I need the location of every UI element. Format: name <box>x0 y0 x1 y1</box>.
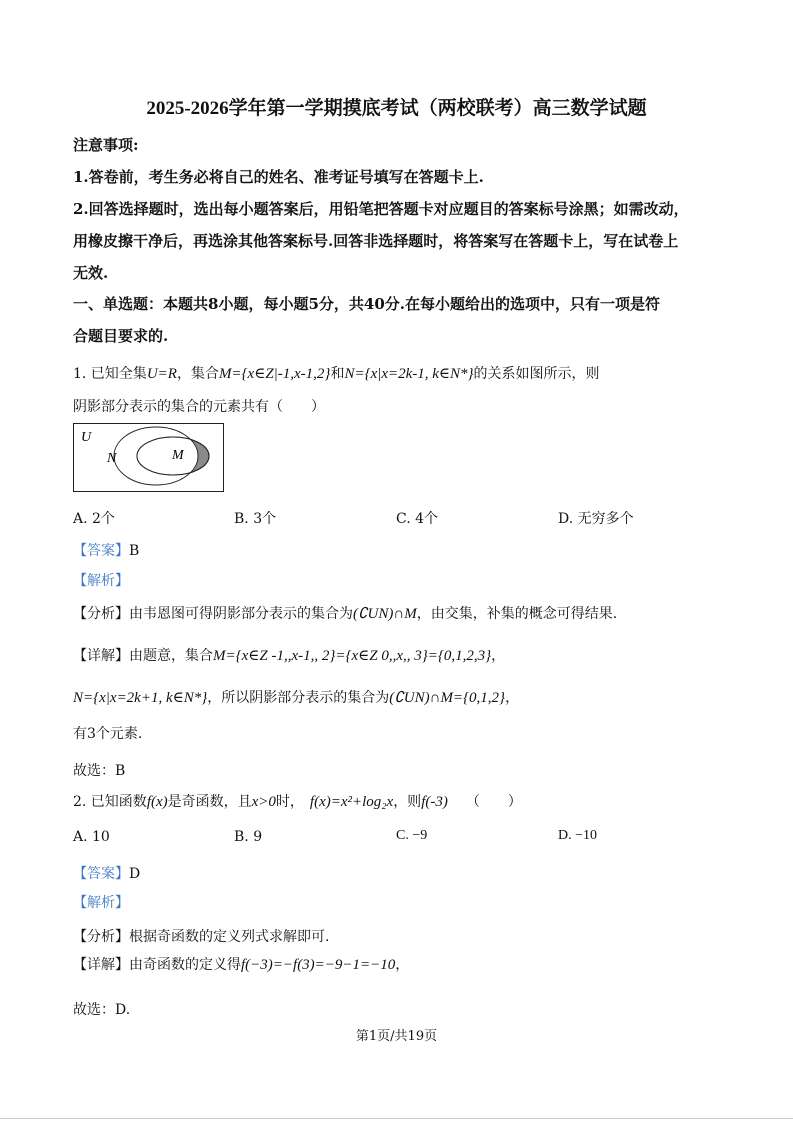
section-heading-line-2: 合题目要求的. <box>73 327 169 345</box>
q2-condition: x>0 <box>251 794 276 810</box>
notice-item-2-line-1: 2.回答选择题时，选出每小题答案后，用铅笔把答题卡对应题目的答案标号涂黑；如需改动， <box>73 200 689 218</box>
q1-comma: ，集合 <box>176 366 219 382</box>
q1-option-c: C. 4个 <box>396 511 439 527</box>
q1-answer-value: B <box>129 543 140 559</box>
section-heading-line-1: 一、单选题：本题共8小题，每小题5分，共40分.在每小题给出的选项中，只有一项是符 <box>73 295 660 313</box>
q1-option-b: B. 3个 <box>234 511 277 527</box>
q1-xiangjie-line-1 <box>73 646 505 666</box>
q1-fenxi-text-2: ，由交集，补集的概念可得结果. <box>416 606 618 622</box>
q2-analysis-tag: 【解析】 <box>73 895 129 911</box>
q2-choice: 故选：D. <box>73 1002 131 1018</box>
venn-label-m: M <box>172 448 184 463</box>
q1-fenxi-text-1: 由韦恩图可得阴影部分表示的集合为 <box>129 606 353 622</box>
q1-answer-tag: 【答案】 <box>73 543 129 559</box>
q1-xiangjie-comma: ， <box>491 648 506 664</box>
q2-option-d: D. −10 <box>558 828 598 843</box>
venn-label-n: N <box>107 451 117 466</box>
q1-fenxi-expr: (∁UN)∩M <box>353 606 417 622</box>
venn-label-u: U <box>81 430 92 445</box>
q2-mid-3: ，则 <box>393 794 422 810</box>
q2-option-c: C. −9 <box>396 828 428 843</box>
q1-xiangjie-expr-3: (∁UN)∩M={0,1,2} <box>389 690 506 706</box>
q2-fenxi <box>73 927 329 947</box>
q2-answer-value: D <box>129 866 141 882</box>
q2-stem <box>73 792 522 812</box>
q2-target: f(-3) <box>421 794 448 810</box>
q2-fx: f(x) <box>146 794 168 810</box>
venn-diagram <box>73 423 225 493</box>
bottom-divider <box>0 1118 793 1119</box>
notice-item-2-line-3: 无效. <box>73 264 109 282</box>
q1-choice: 故选：B <box>73 763 126 779</box>
q2-xiangjie-tag: 【详解】 <box>73 957 129 973</box>
q1-analysis-tag: 【解析】 <box>73 573 129 589</box>
notice-item-2-line-2: 用橡皮擦干净后，再选涂其他答案标号.回答非选择题时，将答案写在答题卡上，写在试卷上 <box>73 232 679 250</box>
q1-answer <box>73 541 139 561</box>
q2-blank: （ ） <box>465 794 522 810</box>
q1-tail: 的关系如图所示，则 <box>473 366 600 382</box>
q1-stem-line-1 <box>73 364 600 384</box>
q1-xiangjie-tag: 【详解】 <box>73 648 129 664</box>
q1-set-m: M={x∈Z|-1,x-1,2} <box>218 366 331 382</box>
q1-option-a: A. 2个 <box>73 511 115 527</box>
q2-option-a: A. 10 <box>73 829 110 845</box>
q1-stem-line-2: 阴影部分表示的集合的元素共有（ ） <box>73 399 325 415</box>
q2-definition: f(x)=x²+log₂x <box>309 794 394 810</box>
q2-xiangjie-comma: ， <box>395 957 410 973</box>
q1-fenxi <box>73 604 617 624</box>
q1-xiangjie-text-2: ，所以阴影部分表示的集合为 <box>207 690 390 706</box>
q2-option-b: B. 9 <box>234 829 263 845</box>
q1-and: 和 <box>330 366 345 382</box>
q1-xiangjie-text-1: 由题意，集合 <box>129 648 213 664</box>
q1-universe: U=R <box>146 366 177 382</box>
q1-element-count: 有3个元素. <box>73 726 143 742</box>
q2-fenxi-tag: 【分析】 <box>73 929 129 945</box>
q2-mid-2: 时， <box>275 794 304 810</box>
q2-xiangjie-expr: f(−3)=−f(3)=−9−1=−10 <box>241 957 396 973</box>
q1-xiangjie-expr-1: M={x∈Z -1,,x-1,, 2}={x∈Z 0,,x,, 3}={0,1,2,3} <box>213 648 492 664</box>
q1-xiangjie-line-2 <box>73 688 519 708</box>
q1-prefix: 1. 已知全集 <box>73 366 147 382</box>
q1-set-n: N={x|x=2k-1, k∈N*} <box>344 366 474 382</box>
q2-answer-tag: 【答案】 <box>73 866 129 882</box>
q2-prefix: 2. 已知函数 <box>73 794 147 810</box>
notice-heading: 注意事项: <box>73 136 139 154</box>
q1-xiangjie-comma-2: ， <box>505 690 520 706</box>
q1-xiangjie-expr-2: N={x|x=2k+1, k∈N*} <box>73 690 208 706</box>
q2-xiangjie <box>73 955 409 975</box>
q2-answer <box>73 864 140 884</box>
notice-item-1: 1.答卷前，考生务必将自己的姓名、准考证号填写在答题卡上. <box>73 168 484 186</box>
q2-mid-1: 是奇函数，且 <box>167 794 252 810</box>
q2-xiangjie-text: 由奇函数的定义得 <box>129 957 241 973</box>
q1-option-d: D. 无穷多个 <box>558 511 634 527</box>
page-footer: 第1页/共19页 <box>355 1029 438 1044</box>
q1-fenxi-tag: 【分析】 <box>73 606 129 622</box>
q2-fenxi-text: 根据奇函数的定义列式求解即可. <box>129 929 330 945</box>
page-title: 2025-2026学年第一学期摸底考试（两校联考）高三数学试题 <box>146 98 647 119</box>
